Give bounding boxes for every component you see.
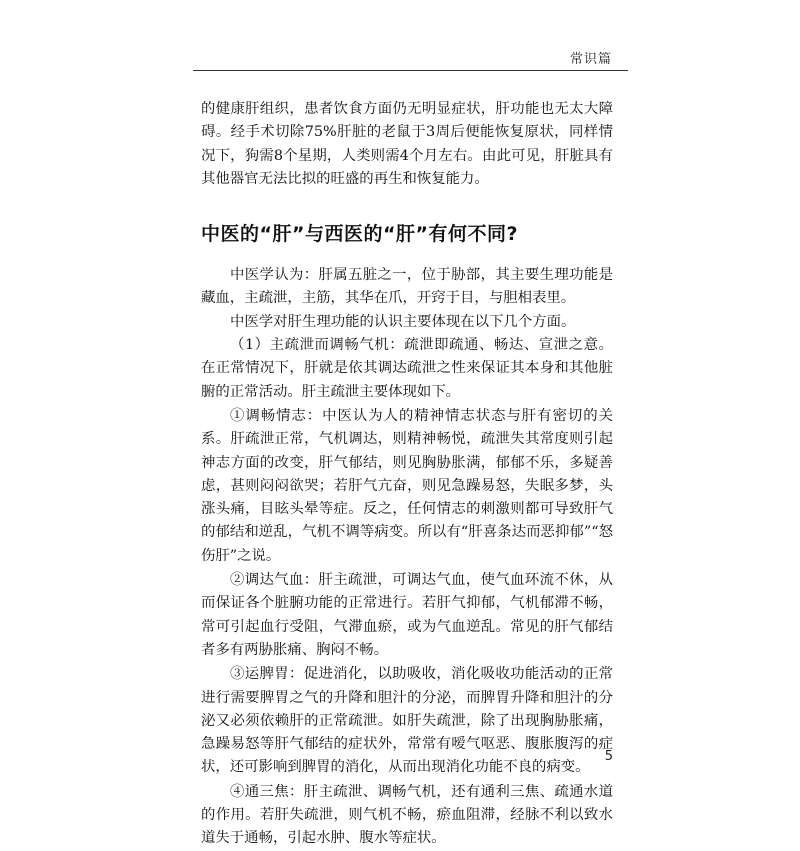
page-body — [201, 98, 613, 851]
section-heading: 中医的“肝”与西医的“肝”有何不同? — [201, 223, 518, 246]
paragraph-intro: 的健康肝组织，患者饮食方面仍无明显症状，肝功能也无太大障碍。经手术切除75%肝脏的老鼠于3周后便能恢复原状，同样情况下，狗需8个星期，人类则需4个月左右。由此可见，肝脏具有其他器官无法比拟的旺盛的再生和恢复能力。 — [201, 101, 613, 187]
running-header-section-label: 常识篇 — [569, 52, 612, 67]
paragraph-spleen-stomach: ③运脾胃：促进消化，以助吸收，消化吸收功能活动的正常进行需要脾胃之气的升降和胆汁的分泌，而脾胃升降和胆汁的分泌又必须依赖肝的正常疏泄。如肝失疏泄，除了出现胸胁胀痛，急躁易怒等肝气郁结的症状外，常常有嗳气呕恶、腹胀腹泻的症状，还可影响到脾胃的消化，从而出现消化功能不良的病变。 — [201, 666, 613, 776]
paragraph-sanjiao: ④通三焦：肝主疏泄、调畅气机，还有通利三焦、疏通水道的作用。若肝失疏泄，则气机不畅，瘀血阻滞，经脉不利以致水道失于通畅，引起水肿、腹水等症状。 — [201, 783, 613, 847]
paragraph-overview: 中医学对肝生理功能的认识主要体现在以下几个方面。 — [230, 313, 576, 330]
paragraph-qi-blood: ②调达气血：肝主疏泄，可调达气血，使气血环流不休，从而保证各个脏腑功能的正常进行。若肝气抑郁，气机郁滞不畅，常可引起血行受阻，气滞血瘀，或为气血逆乱。常见的肝气郁结者多有两胁胀痛、胸闷不畅。 — [201, 572, 613, 658]
paragraph-emotion: ①调畅情志：中医认为人的精神情志状态与肝有密切的关系。肝疏泄正常，气机调达，则精神畅悦，疏泄失其常度则引起神志方面的改变，肝气郁结，则见胸胁胀满，郁郁不乐，多疑善虑，甚则闷闷欲哭；若肝气亢奋，则见急躁易怒，失眠多梦，头涨头痛，目眩头晕等症。反之，任何情志的刺激则都可导致肝气的郁结和逆乱，气机不调等病变。所以有“肝喜条达而恶抑郁”“怒伤肝”之说。 — [201, 407, 613, 564]
header-divider — [193, 70, 628, 71]
page-number: 5 — [604, 749, 613, 764]
paragraph-definition: 中医学认为：肝属五脏之一，位于胁部，其主要生理功能是藏血，主疏泄，主筋，其华在爪，开窍于目，与胆相表里。 — [201, 267, 613, 307]
paragraph-point-1: （1）主疏泄而调畅气机：疏泄即疏通、畅达、宣泄之意。在正常情况下，肝就是依其调达疏泄之性来保证其本身和其他脏腑的正常活动。肝主疏泄主要体现如下。 — [201, 337, 613, 400]
